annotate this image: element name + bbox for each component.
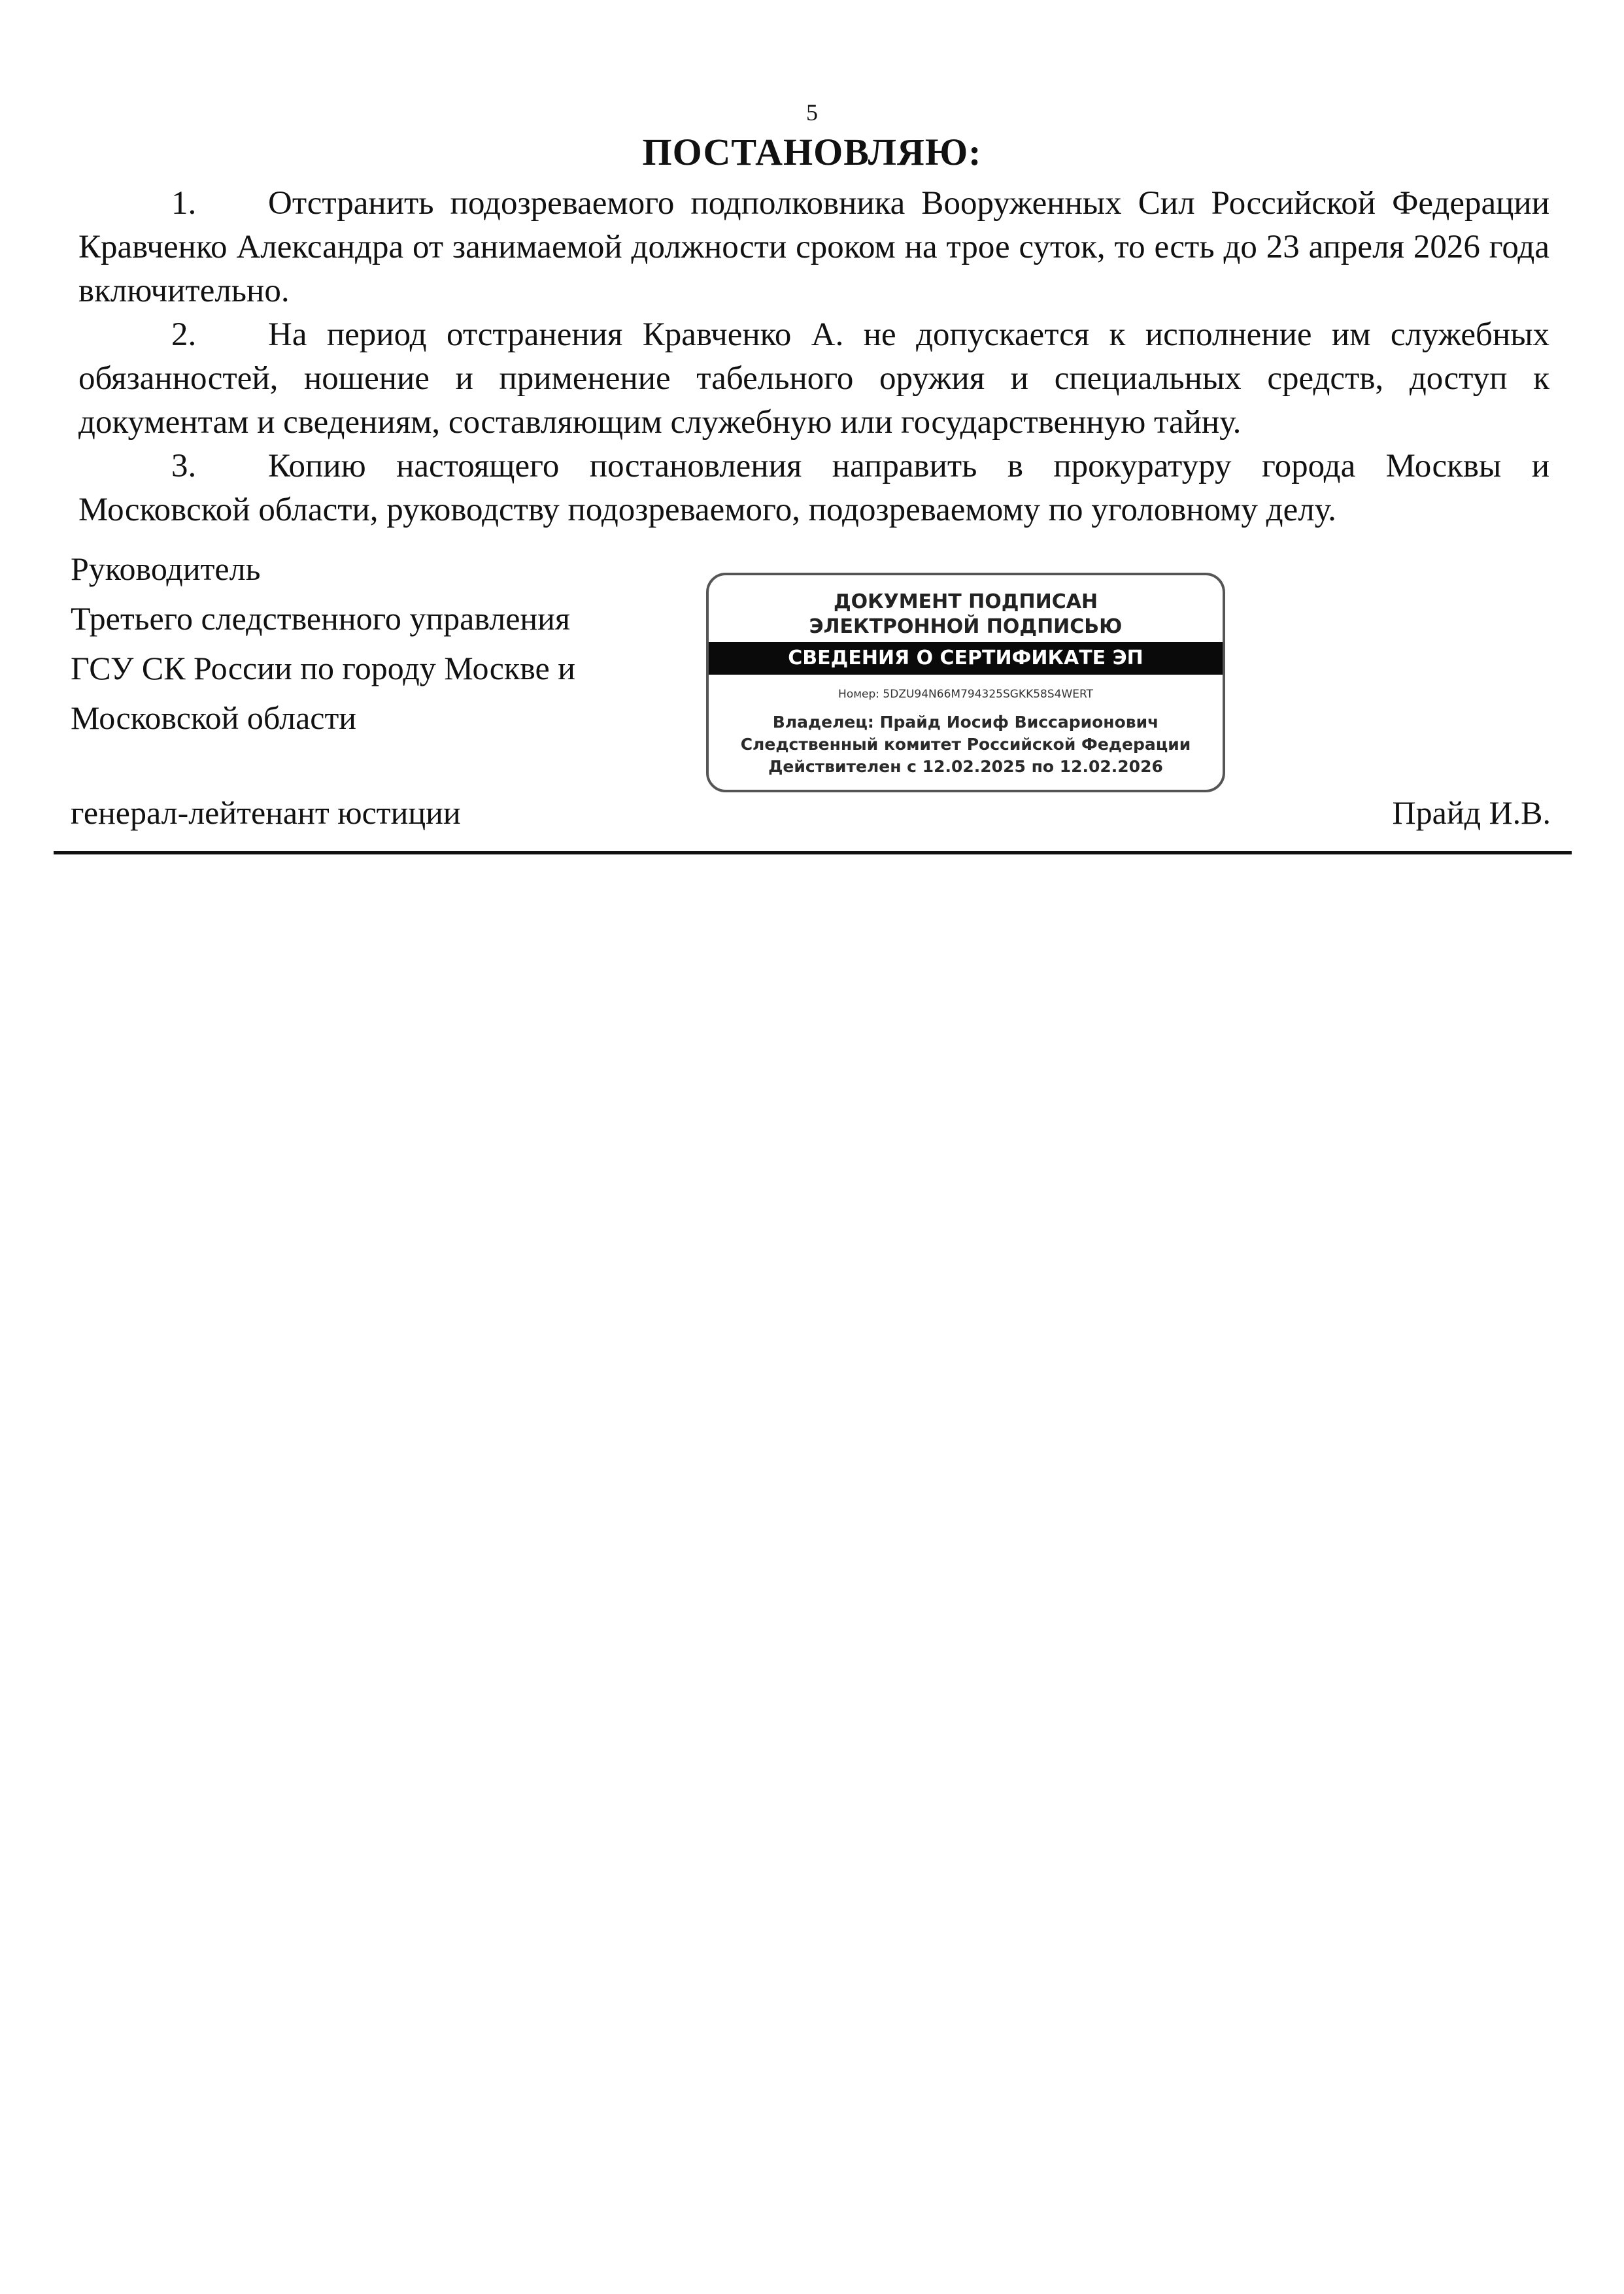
signer-position-line: Руководитель — [71, 550, 261, 587]
resolution-item-1 — [78, 182, 1549, 313]
item-number: 3. — [171, 448, 197, 484]
signer-name: Прайд И.В. — [1392, 794, 1551, 831]
stamp-validity: Действителен с 12.02.2025 по 12.02.2026 — [768, 757, 1163, 776]
item-text: Отстранить подозреваемого подполковника Вооруженных Сил Российской Федерации Кравченко Александра от занимаемой должности сроком на трое суток, то есть до 23 апреля 2026 года включительно. — [78, 185, 1549, 309]
signer-position-line: Московской области — [71, 700, 357, 736]
stamp-certificate-number: Номер: 5DZU94N66M794325SGKK58S4WERT — [838, 688, 1093, 701]
item-number: 2. — [171, 316, 197, 353]
resolution-body — [78, 182, 1549, 532]
electronic-signature-stamp — [706, 573, 1225, 792]
document-heading: ПОСТАНОВЛЯЮ: — [642, 131, 982, 173]
stamp-details — [709, 711, 1223, 778]
horizontal-rule — [54, 851, 1572, 854]
signer-position-line: ГСУ СК России по городу Москве и — [71, 650, 575, 686]
signer-position — [71, 544, 575, 743]
signer-rank: генерал-лейтенант юстиции — [71, 794, 461, 831]
item-number: 1. — [171, 185, 197, 222]
item-text: На период отстранения Кравченко А. не допускается к исполнение им служебных обязанностей, ношение и применение табельного оружия и специальных средств, доступ к документам и сведениям, составляющим служебную или государственную тайну. — [78, 316, 1549, 441]
stamp-owner: Владелец: Прайд Иосиф Виссарионович — [772, 713, 1159, 732]
stamp-certificate-band: СВЕДЕНИЯ О СЕРТИФИКАТЕ ЭП — [709, 642, 1223, 675]
stamp-title — [709, 590, 1223, 639]
item-text: Копию настоящего постановления направить в прокуратуру города Москвы и Московской области, руководству подозреваемого, подозреваемому по уголовному делу. — [78, 448, 1549, 528]
resolution-item-3 — [78, 445, 1549, 532]
stamp-title-line: ДОКУМЕНТ ПОДПИСАН — [833, 590, 1098, 613]
page-number: 5 — [806, 99, 818, 126]
signer-position-line: Третьего следственного управления — [71, 600, 570, 637]
stamp-title-line: ЭЛЕКТРОННОЙ ПОДПИСЬЮ — [809, 615, 1123, 638]
stamp-organization: Следственный комитет Российской Федерации — [740, 735, 1191, 754]
resolution-item-2 — [78, 313, 1549, 445]
